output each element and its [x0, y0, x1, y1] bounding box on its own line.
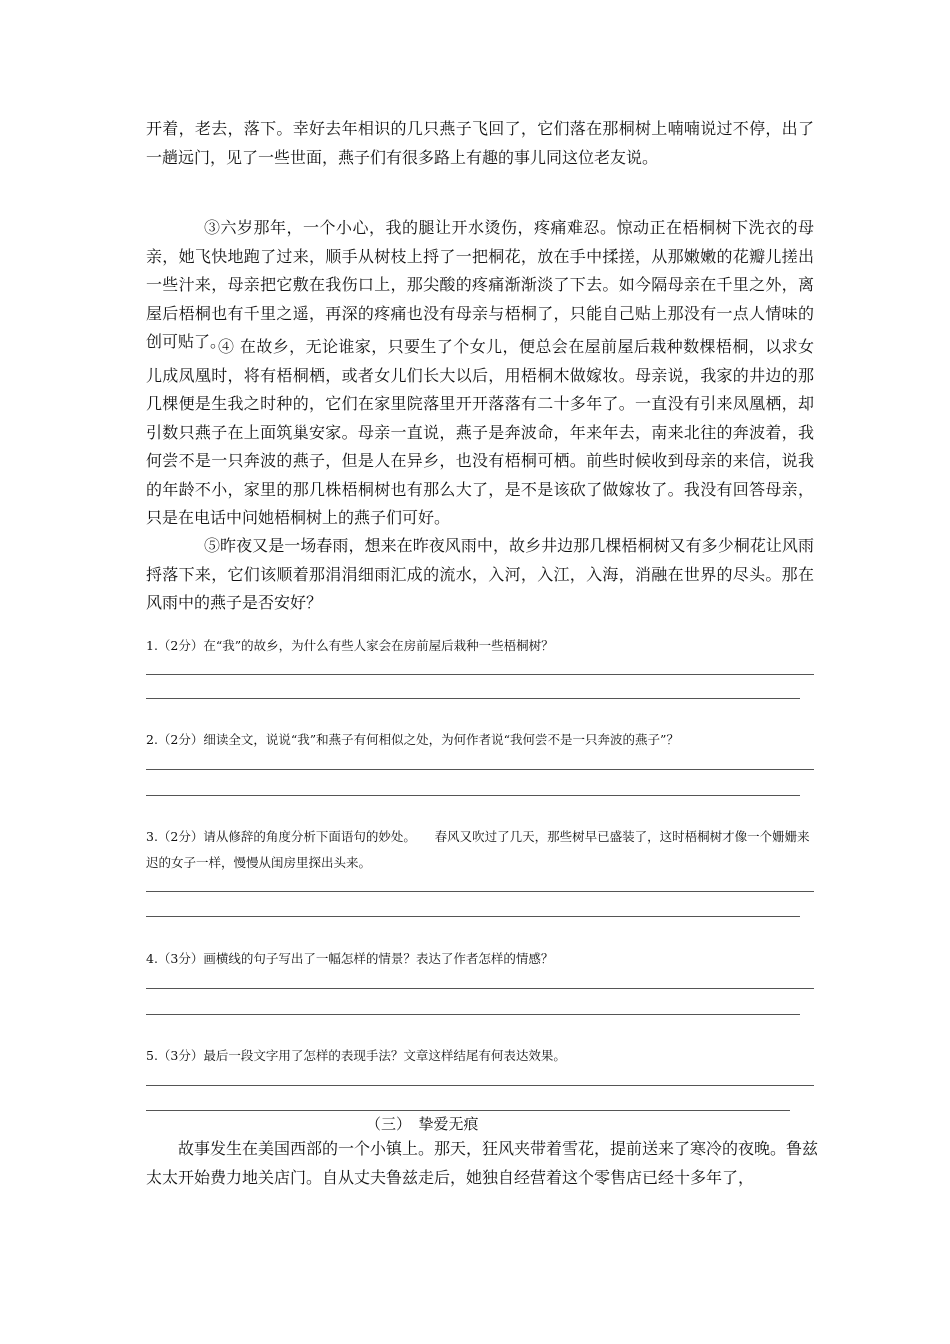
question-4: 4.（3分）画横线的句子写出了一幅怎样的情景？表达了作者怎样的情感？	[146, 951, 554, 966]
paragraph-5	[146, 532, 814, 618]
paragraph-text: ④ 在故乡，无论谁家，只要生了个女儿，便总会在屋前屋后栽种数棵梧桐，以求女儿成凤凰时，将有梧桐栖，或者女儿们长大以后，用梧桐木做嫁妆。母亲说，我家的井边的那几棵便是生我之时种的，它们在家里院落里开开落落有二十多年了。一直没有引来凤凰栖，却引数只燕子在上面筑巢安家。母亲一直说，燕子是奔波命，年来年去，南来北往的奔波着，我何尝不是一只奔波的燕子，但是人在异乡，也没有梧桐可栖。前些时候收到母亲的来信，说我的年龄不小，家里的那几株梧桐树也有那么大了，是不是该砍了做嫁妆了。我没有回答母亲，只是在电话中问她梧桐树上的燕子们可好。	[146, 337, 814, 527]
answer-line[interactable]	[146, 1014, 800, 1015]
answer-line[interactable]	[146, 795, 800, 796]
section-3-intro	[146, 1135, 818, 1192]
paragraph-continuation	[146, 115, 814, 172]
answer-line[interactable]	[146, 769, 814, 770]
answer-line[interactable]	[146, 916, 800, 917]
question-2: 2.（2分）细读全文，说说“我”和燕子有何相似之处，为何作者说“我何尝不是一只奔波的燕子”？	[146, 732, 679, 747]
section-title: （三） 挚爱无痕	[366, 1115, 479, 1133]
answer-line[interactable]	[146, 1085, 814, 1086]
question-5: 5.（3分）最后一段文字用了怎样的表现手法？文章这样结尾有何表达效果。	[146, 1048, 566, 1063]
paragraph-text: ③六岁那年，一个小心，我的腿让开水烫伤，疼痛难忍。惊动正在梧桐树下洗衣的母亲，她飞快地跑了过来，顺手从树枝上捋了一把桐花，放在手中揉搓，从那嫩嫩的花瓣儿搓出一些汁来，母亲把它敷在我伤口上，那尖酸的疼痛渐渐淡了下去。如今隔母亲在千里之外，离屋后梧桐也有千里之遥，再深的疼痛也没有母亲与梧桐了，只能自己贴上那没有一点人情味的创可贴了。	[146, 218, 814, 351]
paragraph-text: 开着，老去，落下。幸好去年相识的几只燕子飞回了，它们落在那桐树上喃喃说过不停，出了一趟远门，见了一些世面，燕子们有很多路上有趣的事儿同这位老友说。	[146, 119, 814, 167]
answer-line[interactable]	[146, 674, 814, 675]
answer-line[interactable]	[146, 988, 814, 989]
answer-line[interactable]	[146, 1110, 790, 1111]
question-3: 3.（2分）请从修辞的角度分析下面语句的妙处。 春风又吹过了几天，那些树早已盛装了，这时梧桐树才像一个姗姗来迟的女子一样，慢慢从闺房里探出头来。	[146, 829, 810, 870]
paragraph-4	[146, 333, 814, 533]
answer-line[interactable]	[146, 698, 800, 699]
question-1: 1.（2分）在“我”的故乡，为什么有些人家会在房前屋后栽种一些梧桐树？	[146, 638, 554, 653]
paragraph-text: 故事发生在美国西部的一个小镇上。那天，狂风夹带着雪花，提前送来了寒冷的夜晚。鲁兹太太开始费力地关店门。自从丈夫鲁兹走后，她独自经营着这个零售店已经十多年了，	[146, 1139, 819, 1187]
answer-line[interactable]	[146, 891, 814, 892]
paragraph-text: ⑤昨夜又是一场春雨，想来在昨夜风雨中，故乡井边那几棵梧桐树又有多少桐花让风雨捋落下来，它们该顺着那涓涓细雨汇成的流水，入河，入江，入海，消融在世界的尽头。那在风雨中的燕子是否安好？	[146, 536, 814, 612]
